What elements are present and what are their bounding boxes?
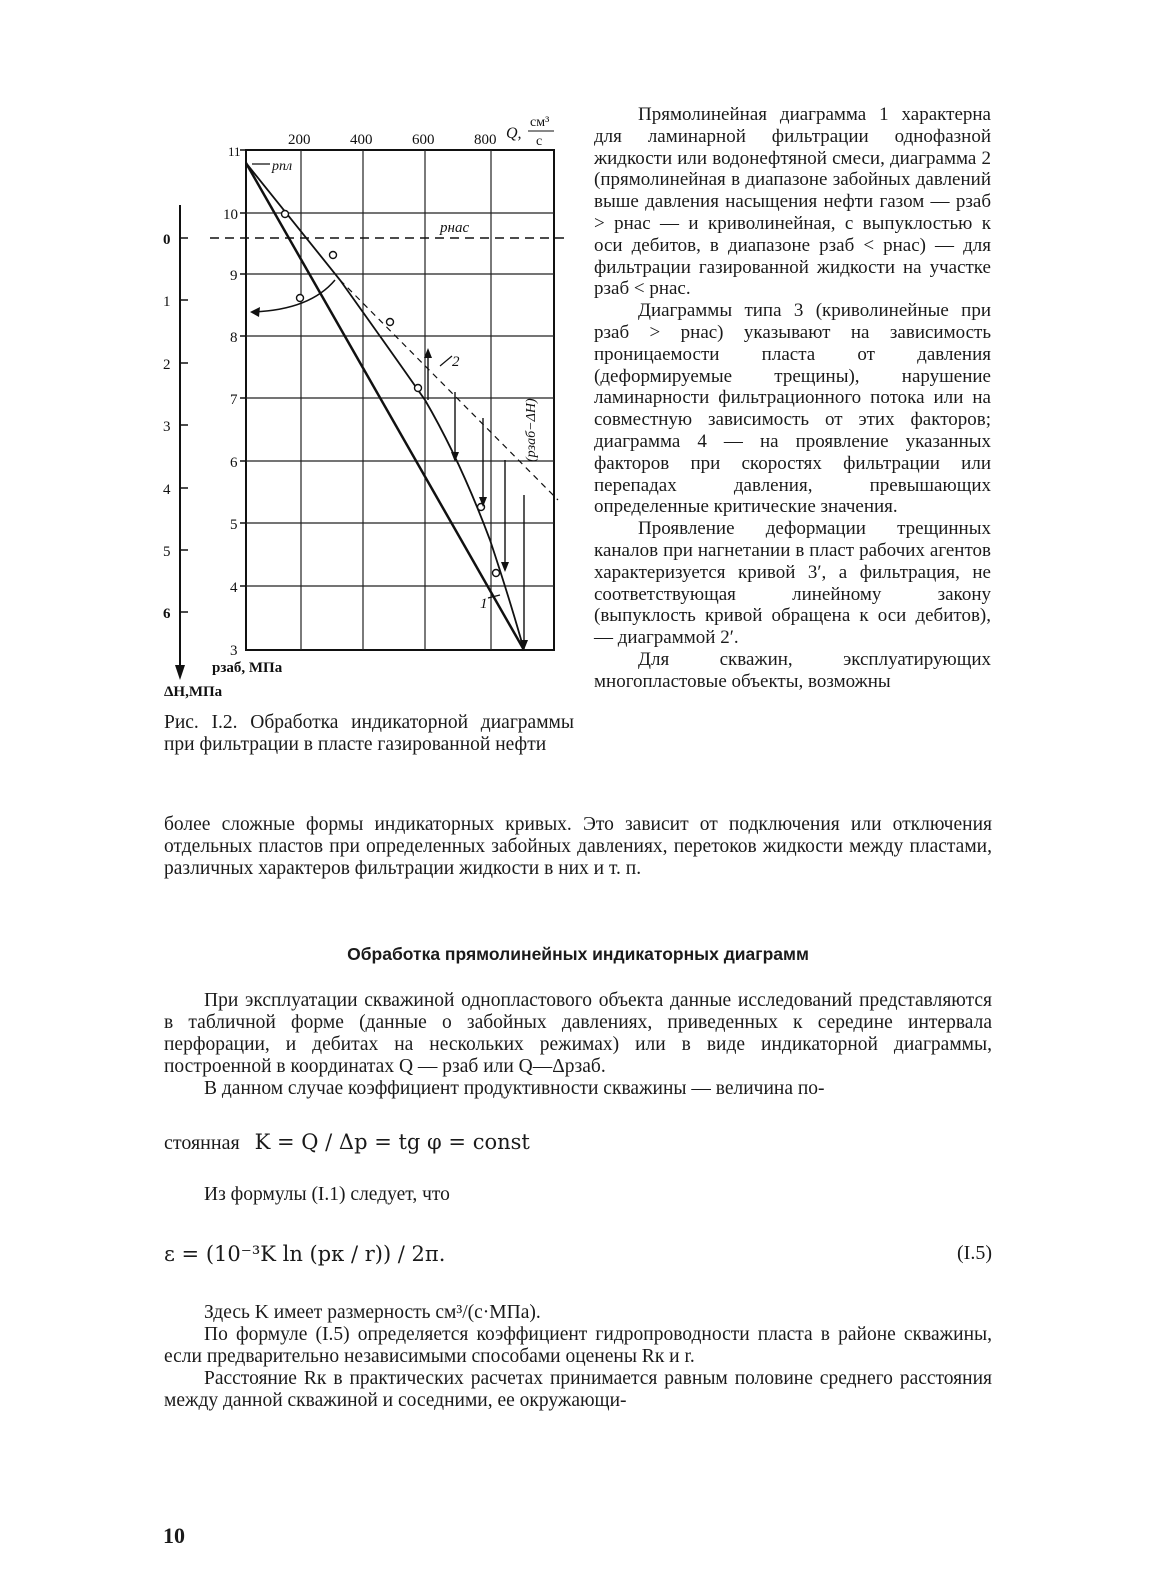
leader-2 — [440, 356, 452, 366]
body-paragraph-2-end: стоянная — [164, 1132, 240, 1154]
data-point — [415, 385, 422, 392]
formula-epsilon: ε = (10⁻³K ln (pк / r)) / 2π. — [164, 1242, 446, 1266]
full-paragraph-1 — [164, 814, 992, 880]
body-paragraph-1 — [164, 990, 992, 1100]
data-point — [282, 211, 289, 218]
left-tick-4: 4 — [230, 580, 238, 596]
top-tick-400: 400 — [350, 132, 373, 148]
left-tick-10: 10 — [223, 207, 238, 223]
right-paragraph-2: Диаграммы типа 3 (криволинейные при pзаб > pнас) указывают на зависимость проницаемости пласта от давления (деформируемые трещины), нарушение ламинарности фильтрационного потока или на совместную зависимость от этих факторов; диаграмма 4 — на проявление указанных факторов при скоростях фильтрации или перепадах давления, превышающих определенные критические значения. — [594, 300, 991, 518]
dh-tick-6: 6 — [163, 606, 171, 622]
data-point — [387, 319, 394, 326]
curve-label-2: 2 — [452, 354, 460, 370]
dh-tick-0: 0 — [163, 232, 171, 248]
left-tick-5: 5 — [230, 517, 238, 533]
formula-k-row — [164, 1130, 530, 1155]
left-tick-7: 7 — [230, 392, 238, 408]
right-paragraph-4-start: Для скважин, эксплуатирующих многопластовые объекты, возможны — [594, 648, 991, 692]
data-points — [282, 211, 500, 577]
line-1 — [246, 163, 524, 650]
body-paragraph-2-start: В данном случае коэффициент продуктивности скважины — величина по- — [204, 1078, 825, 1099]
dh-axis-ticks — [180, 238, 188, 612]
top-axis-unit-den: с — [536, 134, 543, 149]
right-paragraph-3: Проявление деформации трещинных каналов при нагнетании в пласт рабочих агентов характеризуется кривой 3′, а фильтрация, не соответствующая линейному закону (выпуклость кривой обращена к оси дебитов), — диаграммой 2′. — [594, 518, 991, 649]
top-tick-600: 600 — [412, 132, 435, 148]
body-paragraph-1-text: При эксплуатации скважиной однопластового объекта данные исследований представляются в табличной форме (данные о забойных давлениях, приведенных к середине интервала перфорации, и дебитах на нескольких режимах) или в виде индикаторной диаграммы, построенной в координатах Q — pзаб или Q—Δpзаб. — [164, 990, 992, 1077]
data-point — [493, 570, 500, 577]
label-diag: (pзаб−ΔH) — [524, 398, 539, 462]
body-paragraph-6: Расстояние Rк в практических расчетах принимается равным половине среднего расстояния между данной скважиной и соседними, ее окружающи- — [164, 1368, 992, 1411]
body-paragraph-4: Здесь K имеет размерность см³/(с·МПа). — [204, 1302, 541, 1323]
dh-tick-1: 1 — [163, 294, 171, 310]
body-paragraph-5: По формуле (I.5) определяется коэффициент гидропроводности пласта в районе скважины, если предварительно независимыми способами оценены Rк и r. — [164, 1324, 992, 1367]
body-paragraphs-lower — [164, 1302, 992, 1412]
formula-k: K = Q / Δp = tg φ = const — [254, 1130, 530, 1154]
page-number: 10 — [163, 1523, 185, 1548]
data-point — [330, 252, 337, 259]
left-tick-11: 11 — [228, 144, 241, 159]
figure-caption — [164, 712, 574, 756]
section-heading: Обработка прямолинейных индикаторных диаграмм — [347, 944, 809, 964]
dh-axis-arrow — [175, 665, 185, 680]
vertical-arrow-heads — [424, 348, 528, 650]
body-paragraph-3-text: Из формулы (I.1) следует, что — [204, 1184, 450, 1205]
full-paragraph-1-text: более сложные формы индикаторных кривых. Это зависит от подключения или отключения отдельных пластов при определенных забойных давлениях, перетоков жидкости между пластами, различных характеров фильтрации жидкости в них и т. п. — [164, 814, 992, 879]
dh-tick-3: 3 — [163, 419, 171, 435]
dh-tick-4: 4 — [163, 482, 171, 498]
formula-number: (I.5) — [957, 1242, 992, 1264]
top-tick-800: 800 — [474, 132, 497, 148]
top-axis-unit-num: см³ — [530, 115, 550, 130]
left-tick-6: 6 — [230, 455, 238, 471]
caption-text: Обработка индикаторной диаграммы при фильтрации в пласте газированной нефти — [164, 712, 574, 755]
left-tick-9: 9 — [230, 268, 238, 284]
top-tick-200: 200 — [288, 132, 311, 148]
label-ppl: pпл — [272, 159, 293, 174]
indicator-diagram-figure — [160, 100, 580, 700]
right-column-text — [594, 104, 991, 693]
curve-arrow-head — [250, 307, 260, 317]
label-dh-axis: ΔH,МПа — [164, 684, 223, 700]
data-point — [297, 295, 304, 302]
body-paragraph-3 — [164, 1184, 992, 1206]
horizontal-gridlines — [246, 213, 554, 586]
label-pnas: pнас — [440, 220, 470, 236]
left-tick-3: 3 — [230, 643, 238, 659]
diag-dashed-line — [340, 280, 558, 500]
label-pzab-axis: pзаб, МПа — [212, 660, 283, 676]
dh-tick-2: 2 — [163, 357, 171, 373]
caption-fig-number: Рис. I.2. — [164, 712, 238, 733]
formula-eps-row — [164, 1242, 992, 1267]
curve-label-1: 1 — [480, 596, 488, 612]
dh-tick-5: 5 — [163, 544, 171, 560]
top-axis-label: Q, — [506, 125, 522, 142]
plot-frame — [246, 150, 554, 650]
right-paragraph-1: Прямолинейная диаграмма 1 характерна для ламинарной фильтрации однофазной жидкости или водонефтяной смеси, диаграмма 2 (прямолинейная в диапазоне забойных давлений выше давления насыщения нефти газом — pзаб > pнас — и криволинейная, с выпуклостью к оси дебитов, в диапазоне pзаб < pнас) — для фильтрации газированной жидкости на участке pзаб < pнас. — [594, 104, 991, 300]
left-tick-8: 8 — [230, 330, 238, 346]
